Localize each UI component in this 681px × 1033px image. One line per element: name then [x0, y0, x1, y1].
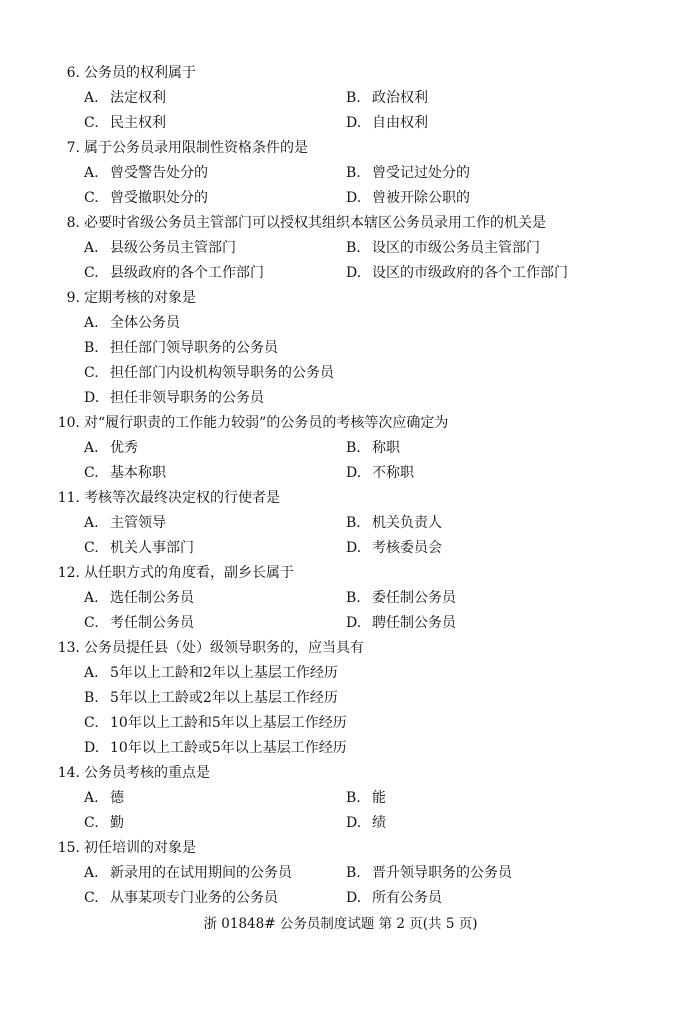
- option-row: [0, 511, 681, 536]
- option-text: 机关负责人: [372, 515, 442, 531]
- option-b: [346, 586, 626, 611]
- option-letter: A.: [84, 90, 99, 106]
- option-a: [84, 436, 346, 461]
- option-text: 曾受撤职处分的: [110, 190, 208, 206]
- option-letter: D.: [346, 115, 362, 131]
- option-row: [0, 436, 681, 461]
- option-text: 全体公务员: [110, 315, 180, 331]
- option-letter: C.: [84, 190, 99, 206]
- option-text: 选任制公务员: [110, 590, 194, 606]
- question-stem: [0, 411, 681, 436]
- question-text: 考核等次最终决定权的行使者是: [84, 490, 280, 506]
- question-stem: [0, 286, 681, 311]
- option-row: [0, 786, 681, 811]
- option-c: [84, 711, 347, 736]
- option-row: [0, 86, 681, 111]
- question-stem: [0, 561, 681, 586]
- option-text: 设区的市级政府的各个工作部门: [372, 265, 568, 281]
- option-text: 德: [110, 790, 124, 806]
- option-row: [0, 236, 681, 261]
- option-letter: D.: [346, 815, 362, 831]
- question-text: 对“履行职责的工作能力较弱”的公务员的考核等次应确定为: [84, 415, 449, 431]
- option-row: [0, 361, 681, 386]
- question-number: 8.: [66, 215, 80, 231]
- option-row: [0, 586, 681, 611]
- question-item: [0, 211, 681, 286]
- option-letter: A.: [84, 665, 99, 681]
- option-c: [84, 361, 334, 386]
- option-c: [84, 886, 346, 911]
- question-number: 7.: [66, 140, 80, 156]
- option-d: [84, 736, 347, 761]
- option-row: [0, 811, 681, 836]
- option-letter: B.: [84, 340, 99, 356]
- option-b: [84, 336, 278, 361]
- option-letter: D.: [346, 540, 362, 556]
- question-stem: [0, 636, 681, 661]
- option-letter: A.: [84, 515, 99, 531]
- option-text: 10年以上工龄和5年以上基层工作经历: [110, 715, 347, 731]
- option-text: 5年以上工龄或2年以上基层工作经历: [110, 690, 338, 706]
- option-text: 设区的市级公务员主管部门: [372, 240, 540, 256]
- option-letter: A.: [84, 790, 99, 806]
- option-a: [84, 661, 338, 686]
- option-c: [84, 111, 346, 136]
- option-text: 晋升领导职务的公务员: [372, 865, 512, 881]
- option-b: [346, 86, 626, 111]
- option-letter: B.: [346, 165, 361, 181]
- option-c: [84, 461, 346, 486]
- option-text: 县级政府的各个工作部门: [110, 265, 264, 281]
- option-d: [346, 461, 626, 486]
- option-text: 担任部门领导职务的公务员: [110, 340, 278, 356]
- option-letter: B.: [346, 440, 361, 456]
- option-text: 委任制公务员: [372, 590, 456, 606]
- option-letter: D.: [346, 890, 362, 906]
- question-number: 9.: [66, 290, 80, 306]
- option-letter: A.: [84, 440, 99, 456]
- option-a: [84, 511, 346, 536]
- option-text: 考核委员会: [372, 540, 442, 556]
- option-row: [0, 536, 681, 561]
- option-letter: A.: [84, 315, 99, 331]
- option-text: 10年以上工龄或5年以上基层工作经历: [110, 740, 347, 756]
- option-row: [0, 111, 681, 136]
- option-b: [346, 436, 626, 461]
- option-letter: C.: [84, 890, 99, 906]
- option-text: 政治权利: [372, 90, 428, 106]
- option-c: [84, 811, 346, 836]
- question-item: [0, 411, 681, 486]
- option-d: [346, 261, 626, 286]
- option-text: 曾受记过处分的: [372, 165, 470, 181]
- option-letter: A.: [84, 165, 99, 181]
- option-row: [0, 736, 681, 761]
- option-text: 民主权利: [110, 115, 166, 131]
- option-text: 自由权利: [372, 115, 428, 131]
- question-text: 公务员的权利属于: [84, 65, 196, 81]
- option-letter: C.: [84, 365, 99, 381]
- option-d: [346, 186, 626, 211]
- option-text: 绩: [372, 815, 386, 831]
- option-letter: D.: [84, 390, 100, 406]
- question-item: [0, 136, 681, 211]
- option-d: [346, 111, 626, 136]
- option-letter: C.: [84, 115, 99, 131]
- option-text: 所有公务员: [372, 890, 442, 906]
- question-text: 必要时省级公务员主管部门可以授权其组织本辖区公务员录用工作的机关是: [84, 215, 546, 231]
- question-text: 公务员提任县（处）级领导职务的，应当具有: [84, 640, 364, 656]
- question-item: [0, 61, 681, 136]
- option-text: 基本称职: [110, 465, 166, 481]
- option-row: [0, 386, 681, 411]
- option-a: [84, 161, 346, 186]
- option-letter: A.: [84, 240, 99, 256]
- option-letter: C.: [84, 265, 99, 281]
- question-number: 11.: [57, 490, 80, 506]
- option-row: [0, 461, 681, 486]
- option-letter: D.: [346, 265, 362, 281]
- option-letter: B.: [84, 690, 99, 706]
- question-item: [0, 486, 681, 561]
- question-stem: [0, 486, 681, 511]
- question-number: 14.: [57, 765, 80, 781]
- option-text: 法定权利: [110, 90, 166, 106]
- option-b: [346, 236, 626, 261]
- option-b: [346, 786, 626, 811]
- option-row: [0, 711, 681, 736]
- option-text: 勤: [110, 815, 124, 831]
- page-footer: 浙 01848# 公务员制度试题 第 2 页(共 5 页): [203, 916, 478, 932]
- option-letter: C.: [84, 715, 99, 731]
- option-letter: D.: [84, 740, 100, 756]
- question-number: 15.: [57, 840, 80, 856]
- option-letter: B.: [346, 240, 361, 256]
- option-letter: D.: [346, 465, 362, 481]
- option-letter: D.: [346, 190, 362, 206]
- option-row: [0, 261, 681, 286]
- option-text: 曾被开除公职的: [372, 190, 470, 206]
- option-letter: B.: [346, 590, 361, 606]
- option-row: [0, 861, 681, 886]
- option-text: 聘任制公务员: [372, 615, 456, 631]
- option-row: [0, 886, 681, 911]
- question-text: 定期考核的对象是: [84, 290, 196, 306]
- option-c: [84, 186, 346, 211]
- option-a: [84, 311, 180, 336]
- option-letter: C.: [84, 615, 99, 631]
- option-text: 称职: [372, 440, 400, 456]
- option-letter: C.: [84, 540, 99, 556]
- option-a: [84, 236, 346, 261]
- question-item: [0, 561, 681, 636]
- option-a: [84, 586, 346, 611]
- option-text: 从事某项专门业务的公务员: [110, 890, 278, 906]
- question-stem: [0, 211, 681, 236]
- option-d: [346, 811, 626, 836]
- question-stem: [0, 836, 681, 861]
- option-letter: A.: [84, 590, 99, 606]
- option-c: [84, 536, 346, 561]
- option-b: [346, 161, 626, 186]
- question-number: 12.: [57, 565, 80, 581]
- question-item: [0, 286, 681, 411]
- option-letter: B.: [346, 515, 361, 531]
- option-row: [0, 611, 681, 636]
- option-letter: A.: [84, 865, 99, 881]
- question-text: 从任职方式的角度看，副乡长属于: [84, 565, 294, 581]
- question-text: 初任培训的对象是: [84, 840, 196, 856]
- option-row: [0, 186, 681, 211]
- option-b: [346, 511, 626, 536]
- option-text: 优秀: [110, 440, 138, 456]
- option-row: [0, 661, 681, 686]
- option-d: [346, 886, 626, 911]
- option-letter: B.: [346, 90, 361, 106]
- option-letter: C.: [84, 815, 99, 831]
- question-number: 13.: [57, 640, 80, 656]
- option-row: [0, 336, 681, 361]
- option-row: [0, 686, 681, 711]
- option-text: 机关人事部门: [110, 540, 194, 556]
- option-b: [346, 861, 626, 886]
- option-a: [84, 786, 346, 811]
- option-row: [0, 311, 681, 336]
- option-text: 县级公务员主管部门: [110, 240, 236, 256]
- question-number: 6.: [66, 65, 80, 81]
- option-text: 考任制公务员: [110, 615, 194, 631]
- option-d: [346, 611, 626, 636]
- option-text: 能: [372, 790, 386, 806]
- option-b: [84, 686, 338, 711]
- option-text: 主管领导: [110, 515, 166, 531]
- option-text: 新录用的在试用期间的公务员: [110, 865, 292, 881]
- question-stem: [0, 136, 681, 161]
- question-text: 属于公务员录用限制性资格条件的是: [84, 140, 308, 156]
- option-a: [84, 861, 346, 886]
- question-stem: [0, 761, 681, 786]
- question-number: 10.: [57, 415, 80, 431]
- option-d: [84, 386, 264, 411]
- option-c: [84, 611, 346, 636]
- option-text: 5年以上工龄和2年以上基层工作经历: [110, 665, 338, 681]
- question-item: [0, 761, 681, 836]
- question-stem: [0, 61, 681, 86]
- option-a: [84, 86, 346, 111]
- option-letter: D.: [346, 615, 362, 631]
- option-letter: B.: [346, 865, 361, 881]
- option-letter: C.: [84, 465, 99, 481]
- question-item: [0, 836, 681, 911]
- option-text: 担任非领导职务的公务员: [110, 390, 264, 406]
- option-text: 曾受警告处分的: [110, 165, 208, 181]
- option-letter: B.: [346, 790, 361, 806]
- question-item: [0, 636, 681, 761]
- option-text: 不称职: [372, 465, 414, 481]
- option-row: [0, 161, 681, 186]
- option-c: [84, 261, 346, 286]
- option-text: 担任部门内设机构领导职务的公务员: [110, 365, 334, 381]
- question-text: 公务员考核的重点是: [84, 765, 210, 781]
- question-list: [0, 61, 681, 911]
- option-d: [346, 536, 626, 561]
